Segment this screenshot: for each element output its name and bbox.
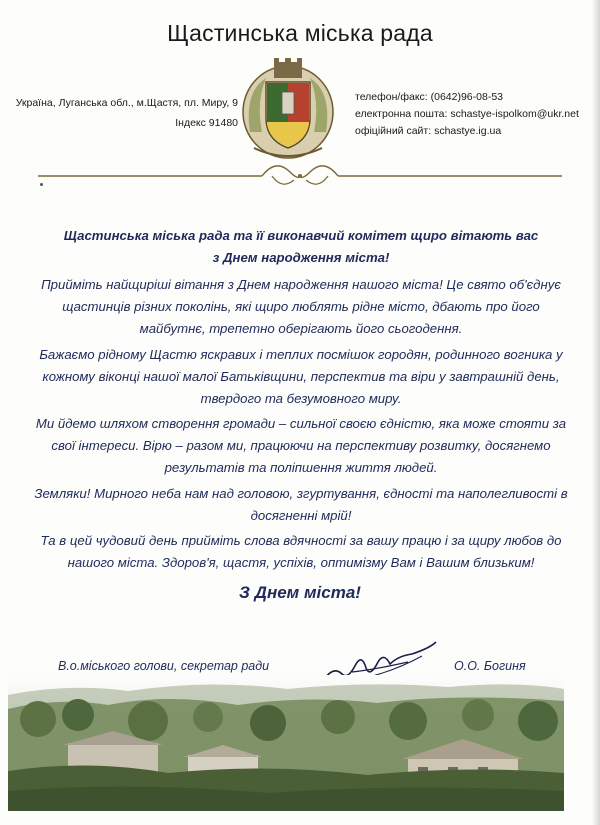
scan-edge-shadow	[592, 0, 600, 825]
paragraph: Бажаємо рідному Щастю яскравих і теплих посмішок городян, родинного вогника у кожному віконці нашої малої Батьківщини, перспектив та віри у завтрашній день, твердого та безумовного миру.	[39, 347, 563, 406]
scan-speck	[40, 183, 43, 186]
paragraph: Прийміть найщиріші вітання з Днем народження нашого міста! Це свято об'єднує щастинців різних поколінь, які щиро люблять рідне місто, дбають про його майбутнє, трепетно оберігають його сьогодення.	[41, 277, 561, 336]
email-address: електронна пошта: schastye-ispolkom@ukr.net	[355, 108, 579, 120]
paragraph: Земляки! Мирного неба нам над головою, згуртування, єдності та наполегливості в досягненні мрій!	[34, 486, 568, 523]
paragraph: Та в цей чудовий день прийміть слова вдячності за вашу працю і за щиру любов до нашого міста. Здоров'я, щастя, успіхів, оптимізму Вам і Вашим близьким!	[40, 533, 562, 570]
closing-greeting: З Днем міста!	[239, 583, 361, 602]
signatory-role: В.о.міського голови, секретар ради	[58, 659, 270, 673]
address-line: Україна, Луганська обл., м.Щастя, пл. Миру, 9	[15, 97, 238, 109]
signatory-name: О.О. Богиня	[454, 659, 526, 673]
postal-index: Індекс 91480	[175, 117, 238, 129]
website-address: офіційний сайт: schastye.ig.ua	[355, 125, 502, 137]
council-title: Щастинська міська рада	[167, 20, 433, 46]
paragraph: Ми йдемо шляхом створення громади – сильної своєю єдністю, яка може стояти за свої інтереси. Вірю – разом ми, працюючи на перспективу розвитку, досягнемо результатів та поліпшення життя людей.	[35, 416, 567, 475]
town-landscape-photo	[8, 675, 564, 811]
ornamental-divider	[36, 150, 564, 190]
phone-fax: телефон/факс: (0642)96-08-53	[355, 91, 503, 103]
greeting-heading: Щастинська міська рада та її виконавчий комітет щиро вітають вас з Днем народження міста!	[63, 228, 539, 265]
city-coat-of-arms-icon	[240, 52, 336, 164]
